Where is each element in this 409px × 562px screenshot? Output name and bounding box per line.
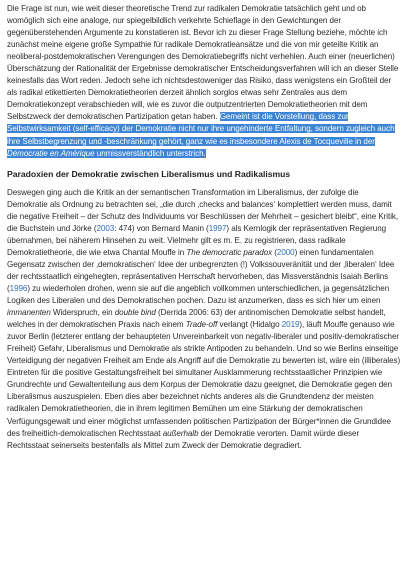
paragraph-text: ) einen fundamentalen Gegensatz zwischen der ‚demokratischen‘ Idee der unbegrenzten (!) Volkssouveränität und der ‚liberalen‘ Idee der rechtsstaatlich eingehegten, repräsentativen Herrschaft hervorheben, das Missverständnis Isaiah Berlins ( [7,247,395,293]
citation-link-2003[interactable]: 2003 [96,223,115,233]
paragraph-text: ), läuft Mouffe genauso wie zuvor Berlin (letzterer entlang der behaupteten Unvereinbarkeit von negativ-liberaler und positiv-demokratischer Freiheit) Gefahr, Liberalismus und Demokratie als strikte Antipoden zu behandeln. Und so wie Berlins einseitige Verteidigung der negativen Freiheit am Ende als Angriff auf die Demokratie zu bewerten ist, wäre ein (illiberales) Eintreten für die positive Gestaltungsfreiheit bei simultaner Ausklammerung rechtsstaatlicher Prinzipien wie Grundrechte und Gewaltenteilung aus dem Korpus der Demokratie dazu geeignet, die Demokratie gegen den Liberalismus auszuspielen. Eben dies aber bezeichnet nichts anderes als die Grundtendenz der meisten radikalen Demokratietheorien, die in ihrem legitimen Bemühen um eine Stärkung der demokratischen Verfügungsgewalt und einer möglichst umfassenden politischen Partizipation der Bürger*innen die Grundidee des freiheitlich-demokratischen Rechtsstaat [7,320,401,438]
paragraph-text: der Demokratie verorten. Damit würde dieser Rechtsstaat seinerseits bestenfalls als Mittel zum Zweck der Demokratie degradiert. [7,428,360,450]
section-heading: Paradoxien der Demokratie zwischen Liberalismus und Radikalismus [7,168,291,179]
paragraph-intro [7,3,401,160]
paragraph-text: Widerspruch, ein [50,308,115,318]
paragraph-text: ( [272,247,277,257]
emphasis: Trade-off [185,320,218,330]
emphasis: außerhalb [162,428,199,438]
citation-link-2019[interactable]: 2019 [281,320,300,330]
book-title-emphasis: The democratic paradox [186,247,273,257]
paragraph-text: ) als Kernlogik der repräsentativen Regierung übernahmen, bei näherem Hinsehen zu weit. Vielmehr gilt es m. E. zu registrieren, dass radikale Demokratietheorie, die wie etwa Chantal Mouffe in [7,223,387,257]
paragraph-text: Deswegen ging auch die Kritik an der semantischen Transformation im Liberalismus, der zufolge die Demokratie als Ordnung zu betrachten sei, „die durch ‚checks and balances‘ komplettiert werden muss, damit die negative Freiheit – der Schutz des Individuums vor Beschlüssen der Mehrheit – gesichert bleibt“, eine Kritik, die Buchstein und Jörke ( [7,187,399,233]
paragraph-text: ) zu wiederholen drohen, wenn sie auf die angeblich vollkommen unterschiedlichen, ja gegensätzlichen Logiken des Liberalen und des Demokratischen pochen. Dazu ist anzumerken, dass es sich hier um einen [7,283,390,306]
selected-text-part: unmissverständlich unterstrich. [94,148,206,158]
emphasis: immanenten [7,308,51,318]
book-title-emphasis: Démocratie en Amérique [7,148,95,158]
emphasis: double bind [114,308,156,318]
citation-link-1997[interactable]: 1997 [208,223,227,233]
paragraph-intro-text: Die Frage ist nun, wie weit dieser theoretische Trend zur radikalen Demokratie tatsächlich geht und ob womöglich sich eine analoge, nur spiegelbildlich verkehrte Schieflage in den Gewichtungen der gegenüberstehenden Argumente zu konstatieren ist. Bevor ich zu dieser Frage Stellung beziehe, möchte ich zunächst meine eigene große Sympathie für radikale Demokratieansätze und die von mir geteilte Kritik an neoliberal-postdemokratischen Verengungen des Demokratiebegriffs nicht verhehlen. Auch einer (neuerlichen) Überschätzung der Rationalität der Ergebnisse demokratischer Entscheidungsverfahren will ich an dieser Stelle keinesfalls das Wort reden. Jedoch sehe ich nichtsdestoweniger das Risiko, dass wenigstens ein Großteil der als radikal etikettierten Demokratietheorien derzeit ähnlich sorglos etwas sehr Zentrales aus dem Demokratiekonzept verabschieden will, wie es zuvor die outputzentrierten Demokratietheorien mit dem Selbstzweck der demokratischen Partizipation getan haben. [7,4,399,122]
paragraph-main [7,187,401,452]
paragraph-text: : 474) von Bernard Manin ( [114,223,209,233]
paragraph-text: verlangt (Hidalgo [217,320,282,330]
citation-link-1996[interactable]: 1996 [9,283,28,293]
selected-text-part: Gemeint ist die Vorstellung, dass zur Selbstwirksamkeit (self-efficacy) der Demokratie nicht nur ihre ungehinderte Entfaltung, sondern zugleich auch ihre Selbstbegrenzung und -beschränkung gehört, ganz wie es insbesondere Alexis de Tocqueville in der [7,112,395,146]
citation-link-2000[interactable]: 2000 [276,247,295,257]
paragraph-text: (Derrida 2006: 63) der antinomischen Demokratie selbst handelt, welches in der demokratischen Praxis nach einem [7,308,386,330]
